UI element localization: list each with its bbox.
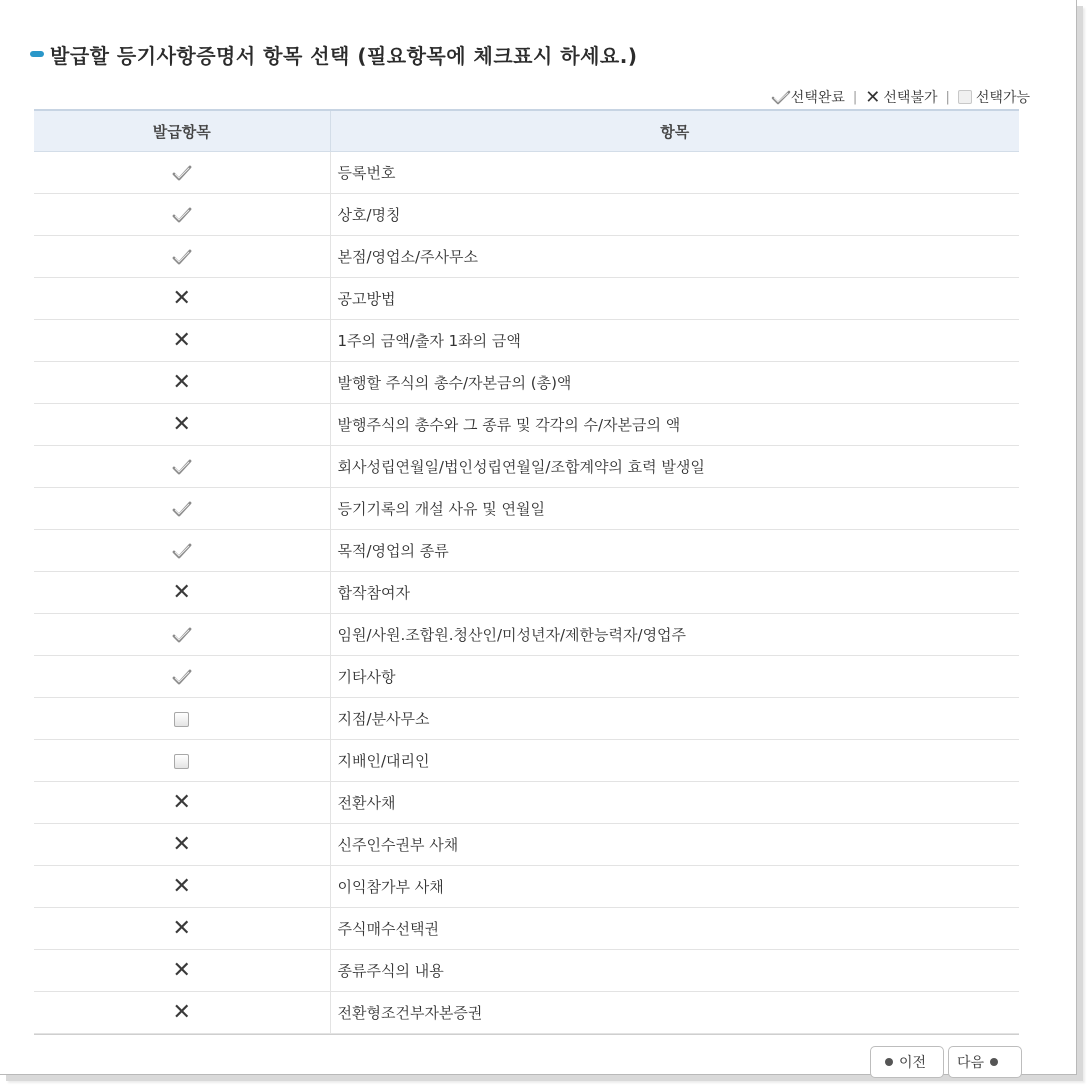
item-label: 회사성립연월일/법인성립연월일/조합계약의 효력 발생일	[330, 446, 1019, 488]
table-row	[34, 698, 1019, 740]
table-row	[34, 824, 1019, 866]
x-icon: ✕	[172, 999, 191, 1025]
issue-cell	[34, 656, 330, 698]
item-label: 종류주식의 내용	[330, 950, 1019, 992]
checkbox-icon	[958, 90, 972, 104]
next-button[interactable]	[948, 1046, 1022, 1078]
item-label: 본점/영업소/주사무소	[330, 236, 1019, 278]
check-icon	[171, 625, 193, 643]
issue-cell	[34, 404, 330, 446]
issue-cell	[34, 530, 330, 572]
table-row	[34, 236, 1019, 278]
item-label: 합작참여자	[330, 572, 1019, 614]
check-icon	[171, 205, 193, 223]
table-row	[34, 404, 1019, 446]
prev-button[interactable]	[870, 1046, 944, 1078]
legend-done	[771, 87, 845, 107]
table-row	[34, 446, 1019, 488]
items-table	[34, 109, 1019, 1034]
check-icon	[171, 247, 193, 265]
legend-separator: |	[852, 89, 858, 105]
check-icon	[171, 457, 193, 475]
issue-cell	[34, 362, 330, 404]
check-icon	[771, 89, 791, 105]
item-label: 이익참가부 사채	[330, 866, 1019, 908]
x-icon: ✕	[172, 789, 191, 815]
check-icon	[171, 163, 193, 181]
next-button-label: 다음	[957, 1055, 985, 1071]
table-row	[34, 614, 1019, 656]
legend	[771, 86, 1030, 108]
issue-cell	[34, 194, 330, 236]
issue-cell	[34, 446, 330, 488]
issue-cell	[34, 824, 330, 866]
x-icon: ✕	[172, 915, 191, 941]
table-row	[34, 530, 1019, 572]
issue-cell	[34, 782, 330, 824]
x-icon: ✕	[172, 873, 191, 899]
item-label: 발행할 주식의 총수/자본금의 (총)액	[330, 362, 1019, 404]
table-row	[34, 152, 1019, 194]
item-label: 신주인수권부 사채	[330, 824, 1019, 866]
item-label: 발행주식의 총수와 그 종류 및 각각의 수/자본금의 액	[330, 404, 1019, 446]
item-label: 목적/영업의 종류	[330, 530, 1019, 572]
table-row	[34, 656, 1019, 698]
x-icon: ✕	[172, 579, 191, 605]
table-row	[34, 362, 1019, 404]
page-title: 발급할 등기사항증명서 항목 선택 (필요항목에 체크표시 하세요.)	[50, 43, 638, 68]
item-label: 등록번호	[330, 152, 1019, 194]
item-label: 상호/명칭	[330, 194, 1019, 236]
table-row	[34, 992, 1019, 1034]
item-checkbox[interactable]	[174, 754, 189, 769]
table-row	[34, 782, 1019, 824]
x-icon: ✕	[172, 327, 191, 353]
issue-cell	[34, 740, 330, 782]
table-row	[34, 908, 1019, 950]
table-row	[34, 572, 1019, 614]
x-icon: ✕	[172, 957, 191, 983]
issue-cell	[34, 908, 330, 950]
table-row	[34, 866, 1019, 908]
issue-cell	[34, 698, 330, 740]
item-label: 전환사채	[330, 782, 1019, 824]
item-checkbox[interactable]	[174, 712, 189, 727]
table-header-row	[34, 110, 1019, 152]
table-row	[34, 740, 1019, 782]
item-label: 지배인/대리인	[330, 740, 1019, 782]
item-label: 전환형조건부자본증권	[330, 992, 1019, 1034]
issue-cell	[34, 320, 330, 362]
legend-available	[958, 87, 1030, 107]
column-header-issue: 발급항목	[34, 110, 330, 152]
issue-cell	[34, 866, 330, 908]
legend-available-label: 선택가능	[975, 90, 1030, 106]
check-icon	[171, 499, 193, 517]
item-label: 지점/분사무소	[330, 698, 1019, 740]
issue-cell	[34, 152, 330, 194]
title-bullet-icon	[30, 51, 44, 57]
item-label: 임원/사원.조합원.청산인/미성년자/제한능력자/영업주	[330, 614, 1019, 656]
table-bottom-border	[34, 1034, 1019, 1035]
issue-cell	[34, 278, 330, 320]
table-row	[34, 950, 1019, 992]
table-row	[34, 278, 1019, 320]
table-row	[34, 194, 1019, 236]
item-label: 공고방법	[330, 278, 1019, 320]
next-arrow-icon	[990, 1058, 998, 1066]
x-icon: ✕	[172, 831, 191, 857]
check-icon	[171, 667, 193, 685]
section-title	[30, 40, 637, 68]
table-row	[34, 320, 1019, 362]
x-icon: ✕	[172, 411, 191, 437]
issue-cell	[34, 992, 330, 1034]
x-icon: ✕	[865, 86, 881, 108]
legend-disabled	[865, 87, 937, 108]
legend-disabled-label: 선택불가	[883, 90, 938, 106]
table-row	[34, 488, 1019, 530]
issue-cell	[34, 572, 330, 614]
legend-done-label: 선택완료	[790, 90, 845, 106]
legend-separator: |	[945, 89, 950, 105]
issue-cell	[34, 488, 330, 530]
prev-button-label: 이전	[899, 1055, 927, 1071]
prev-arrow-icon	[885, 1058, 893, 1066]
issue-cell	[34, 614, 330, 656]
item-label: 주식매수선택권	[330, 908, 1019, 950]
item-label: 1주의 금액/출자 1좌의 금액	[330, 320, 1019, 362]
x-icon: ✕	[172, 285, 191, 311]
check-icon	[171, 541, 193, 559]
issue-cell	[34, 950, 330, 992]
issue-cell	[34, 236, 330, 278]
x-icon: ✕	[172, 369, 191, 395]
column-header-item: 항목	[330, 110, 1019, 152]
item-label: 기타사항	[330, 656, 1019, 698]
item-label: 등기기록의 개설 사유 및 연월일	[330, 488, 1019, 530]
